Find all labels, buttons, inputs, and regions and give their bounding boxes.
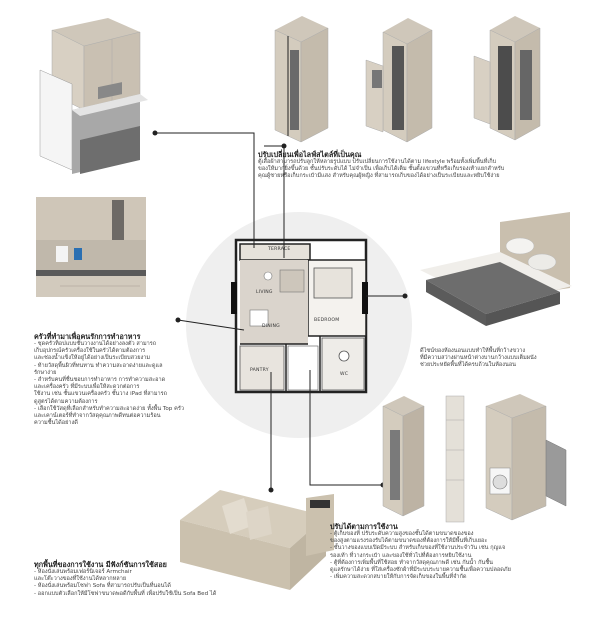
kitchen-section bbox=[34, 332, 224, 427]
wardrobe-line-1: ตู้เสื้อผ้าสามารถปรับลูกให้หลายรูปแบบ ปรับเปลี่ยนการใช้งานได้ตาม lifestyle พร้อมทั้งเพิ่มพื้นที่เก็บ bbox=[258, 159, 497, 165]
sofa-section bbox=[34, 560, 274, 598]
storage-line-4: รองเท้า ที่วางกระเป๋า และของใช้ทั่วไปที่ต้องการหยิบใช้งาน bbox=[330, 552, 472, 559]
room-label-dining: DINING bbox=[262, 324, 280, 329]
sofa-line-4: - ออกแบบตัวเลือกให้มีโซฟาขนาดพอดีกับพื้นที่ เพื่อปรับใช้เป็น Sofa Bed ได้ bbox=[34, 590, 217, 597]
sofa-line-2: และโต๊ะวางของที่ใช้งานได้หลากหลาย bbox=[34, 576, 127, 583]
kitchen-line-5: รักษาง่าย bbox=[34, 369, 57, 376]
kitchen-cabinet-illustration bbox=[40, 18, 148, 174]
storage-line-7: - เพิ่มความสะดวกสบายให้กับการจัดเก็บของในพื้นที่จำกัด bbox=[330, 574, 467, 581]
kitchen-line-12: ความชื้นได้อย่างดี bbox=[34, 420, 78, 427]
wardrobe-illustrations bbox=[275, 16, 540, 142]
room-label-bedroom: BEDROOM bbox=[314, 318, 340, 323]
bed-illustration bbox=[420, 212, 572, 326]
kitchen-line-6: - สำหรับคนที่ชื่นชอบการทำอาหาร การทำความสะอาด bbox=[34, 377, 166, 384]
wardrobe-line-3: คุณผู้ชายหรือเก็บกระเป๋ามีแสง สำหรับคุณผู้หญิง ที่สามารถเก็บของได้อย่างเป็นระเบียบและหยิบใช้ง่าย bbox=[258, 173, 500, 180]
bedroom-section bbox=[420, 348, 590, 370]
kitchen-photo bbox=[36, 197, 146, 297]
kitchen-line-7: และเครื่องครัว ที่มีระบบเพื่อให้สะดวกต่อการ bbox=[34, 384, 140, 391]
kitchen-line-1: - ชุดครัวท็อปแบบชั้นวางงานได้อย่างลงตัว สามารถ bbox=[34, 341, 157, 347]
storage-line-1: - ตู้เก็บของที่ ปรับระดับความสูงของชั้นได้ตามขนาดของของ bbox=[330, 531, 474, 537]
room-label-pantry: PANTRY bbox=[250, 368, 269, 373]
storage-title: ปรับได้ตามการใช้งาน bbox=[330, 522, 398, 531]
wardrobe-title: ปรับเปลี่ยนเพื่อไลฟ์สไตล์ที่เป็นคุณ bbox=[258, 150, 362, 159]
sofa-line-1: - ห้องนั่งเล่นพร้อมเฟอร์นิเจอร์ Armchair bbox=[34, 569, 132, 575]
room-label-wc: WC bbox=[340, 372, 349, 377]
room-label-terrace: TERRACE bbox=[268, 247, 291, 252]
storage-line-6: ดูแลรักษาได้ง่าย ที่ใส่เครื่องซักผ้าที่มีระบบระบายความชื้นเพื่อความปลอดภัย bbox=[330, 567, 511, 574]
storage-line-3: - ชั้นวางของแบบเปิดมีระบบ สำหรับเก็บของที่ใช้งานประจำวัน เช่น กุญแจ bbox=[330, 545, 506, 552]
kitchen-line-8: ใช้งาน เช่น ชั้นแขวนเครื่องครัว ชั้นวาง iPad ที่สามารถ bbox=[34, 391, 168, 398]
kitchen-line-3: และช่องน้ำแข็งให้อยู่ได้อย่างเป็นระเบียบสวยงาม bbox=[34, 355, 151, 362]
wardrobe-section bbox=[258, 150, 588, 181]
storage-illustrations bbox=[383, 394, 566, 522]
storage-line-2: ของสูงตามแรงรองรับได้ตามขนาดของที่ต้องการให้มีพื้นที่เก็บเยอะ bbox=[330, 538, 488, 545]
bedroom-line-3: ช่วยประหยัดพื้นที่ได้ครบถ้วนในห้องนอน bbox=[420, 362, 517, 369]
storage-section bbox=[330, 522, 592, 581]
bedroom-line-2: ที่มีความสว่างผ่านหน้าต่างบานกว้างแบบเต็มผนัง bbox=[420, 355, 537, 362]
kitchen-line-9: ดูสูตรได้ตามความต้องการ bbox=[34, 398, 98, 405]
room-label-living: LIVING bbox=[256, 290, 273, 295]
bedroom-line-1: ดีไซน์ของห้องนอนแบบทำให้พื้นที่กว้างขวาง bbox=[420, 348, 526, 354]
kitchen-line-10: - เลือกใช้วัสดุที่เลือกสำหรับทำความสะอาดง่าย ทั้งพื้น Top ครัว bbox=[34, 405, 185, 412]
kitchen-line-11: และเคาน์เตอร์ที่ทำจากวัสดุคุณภาพดีทนต่อความร้อน bbox=[34, 413, 161, 420]
storage-line-5: - ตู้ที่ต้องการเพิ่มพื้นที่ใช้สอย ทำจากวัสดุคุณภาพดี เช่น กันน้ำ กันชื้น bbox=[330, 559, 493, 566]
sofa-title: ทุกพื้นที่ของการใช้งาน มีฟังก์ชันการใช้สอย bbox=[34, 560, 167, 569]
sofa-line-3: - ห้องนั่งเล่นพร้อมโซฟา Sofa ที่สามารถปรับเป็นที่นอนได้ bbox=[34, 583, 171, 590]
kitchen-line-2: เก็บอุปกรณ์ครัวเครื่องใช้ในครัวได้ตามต้องการ bbox=[34, 348, 146, 355]
kitchen-title: ครัวที่ทำมาเพื่อคนรักการทำอาหาร bbox=[34, 332, 141, 341]
kitchen-line-4: - ท้ายวัสดุพื้นผิวที่ทนทาน ทำความสะอาดง่ายและดูแล bbox=[34, 362, 163, 369]
wardrobe-line-2: ของให้มากยิ่งขึ้นด้วย ชั้นปรับระดับได้ ไม่จำเป็น เพื่อเก็บได้เต็ม ชั้นตั้งแขวนที่หรือเก็บรองเท้าแยกสำหรับ bbox=[258, 166, 505, 173]
